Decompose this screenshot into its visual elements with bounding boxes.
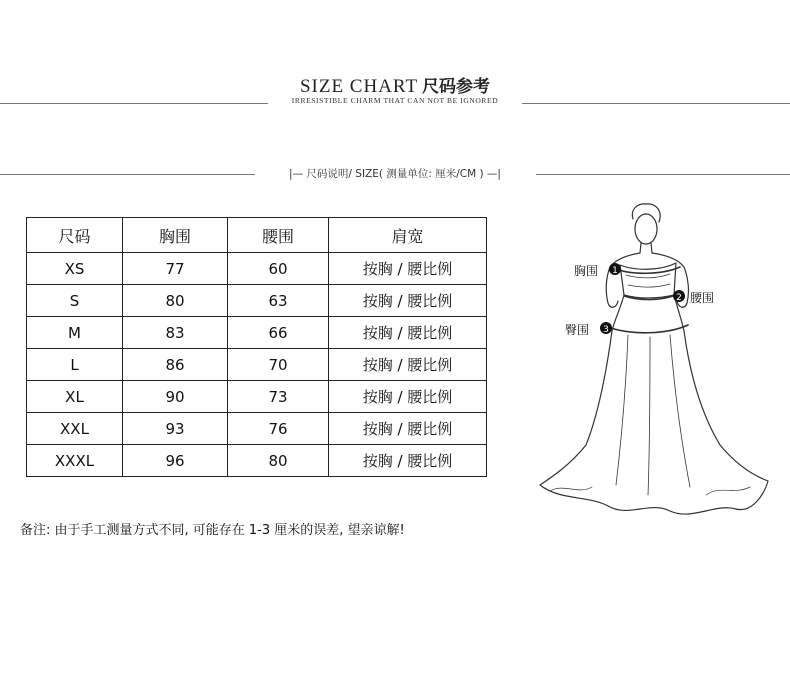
cell-bust: 80 — [123, 285, 228, 317]
cell-shoulder: 按胸 / 腰比例 — [329, 349, 487, 381]
cell-waist: 63 — [228, 285, 329, 317]
skirt-right-outline — [684, 331, 768, 481]
hip-measure-line — [608, 325, 688, 333]
footnote: 备注: 由于手工测量方式不同, 可能存在 1-3 厘米的误差, 望亲谅解! — [20, 523, 405, 538]
header-size: 尺码 — [27, 218, 123, 253]
cell-bust: 77 — [123, 253, 228, 285]
hip-label: 臀围 — [565, 323, 590, 337]
skirt-left-outline — [540, 331, 612, 485]
dress-sketch — [530, 195, 780, 545]
cell-bust: 96 — [123, 445, 228, 477]
cell-bust: 90 — [123, 381, 228, 413]
table-row — [27, 285, 487, 317]
page-title — [0, 72, 790, 98]
cell-bust: 86 — [123, 349, 228, 381]
tagline-row — [0, 96, 790, 110]
table-row — [27, 317, 487, 349]
cell-shoulder: 按胸 / 腰比例 — [329, 413, 487, 445]
skirt-fold-lines — [616, 335, 690, 495]
bodice-outline — [620, 263, 676, 298]
cell-size: S — [27, 285, 123, 317]
marker-bust-number: 1 — [612, 266, 618, 276]
title-chinese: 尺码参考 — [422, 77, 491, 97]
cell-waist: 80 — [228, 445, 329, 477]
cell-waist: 76 — [228, 413, 329, 445]
bust-measure-line — [616, 267, 680, 273]
marker-waist-number: 2 — [676, 293, 682, 303]
table-row — [27, 381, 487, 413]
table-row — [27, 253, 487, 285]
table-row — [27, 445, 487, 477]
cell-size: XS — [27, 253, 123, 285]
table-row — [27, 349, 487, 381]
cell-size: XL — [27, 381, 123, 413]
cell-size: XXXL — [27, 445, 123, 477]
cell-shoulder: 按胸 / 腰比例 — [329, 317, 487, 349]
header-bust: 胸围 — [123, 218, 228, 253]
cell-waist: 60 — [228, 253, 329, 285]
cell-shoulder: 按胸 / 腰比例 — [329, 381, 487, 413]
cell-shoulder: 按胸 / 腰比例 — [329, 253, 487, 285]
cell-waist: 73 — [228, 381, 329, 413]
cell-bust: 83 — [123, 317, 228, 349]
tagline: IRRESISTIBLE CHARM THAT CAN NOT BE IGNORED — [291, 96, 499, 105]
cell-waist: 70 — [228, 349, 329, 381]
cell-size: XXL — [27, 413, 123, 445]
bodice-detail — [626, 274, 670, 287]
hem-ruffle-detail — [550, 487, 750, 495]
skirt-hem-outline — [540, 481, 768, 514]
bust-label: 胸围 — [574, 264, 599, 278]
table-header-row — [27, 218, 487, 253]
dress-illustration — [530, 195, 780, 545]
header-waist: 腰围 — [228, 218, 329, 253]
cell-size: M — [27, 317, 123, 349]
marker-hip-number: 3 — [603, 325, 609, 335]
section-header — [0, 166, 790, 182]
section-label: |— 尺码说明/ SIZE( 测量单位: 厘米/CM ) —| — [289, 168, 501, 180]
cell-shoulder: 按胸 / 腰比例 — [329, 445, 487, 477]
size-table — [26, 217, 487, 477]
head-outline — [635, 214, 657, 244]
hair-outline — [632, 204, 660, 222]
table-row — [27, 413, 487, 445]
waist-label: 腰围 — [690, 291, 715, 305]
cell-shoulder: 按胸 / 腰比例 — [329, 285, 487, 317]
cell-size: L — [27, 349, 123, 381]
header-shoulder: 肩宽 — [329, 218, 487, 253]
cell-waist: 66 — [228, 317, 329, 349]
title-english: SIZE CHART — [299, 76, 419, 97]
cell-bust: 93 — [123, 413, 228, 445]
